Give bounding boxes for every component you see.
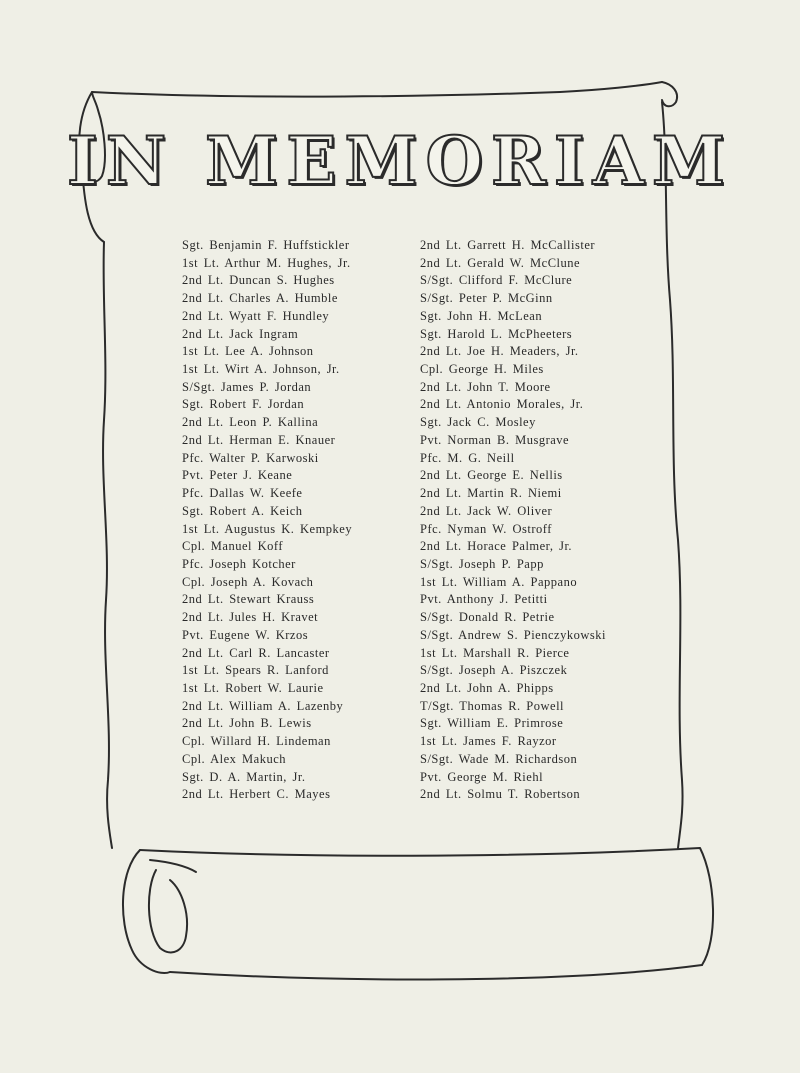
memorial-name: 1st Lt. James F. Rayzor bbox=[420, 734, 557, 749]
memorial-name: 2nd Lt. Garrett H. McCallister bbox=[420, 238, 596, 252]
memorial-name: 2nd Lt. Antonio Morales, Jr. bbox=[420, 397, 584, 412]
memorial-name: 2nd Lt. Duncan S. Hughes bbox=[182, 273, 335, 288]
scroll-top-edge bbox=[92, 82, 662, 97]
scroll-top-right-curl bbox=[662, 82, 677, 106]
memorial-name: S/Sgt. Donald R. Petrie bbox=[420, 610, 555, 625]
memorial-name: 2nd Lt. John T. Moore bbox=[420, 379, 551, 394]
scroll-right-edge bbox=[662, 102, 683, 848]
scroll-left-edge bbox=[103, 242, 112, 848]
memorial-name: 1st Lt. Lee A. Johnson bbox=[182, 344, 314, 359]
memorial-name: S/Sgt. Wade M. Richardson bbox=[420, 751, 578, 766]
memorial-name: Pfc. Walter P. Karwoski bbox=[182, 450, 319, 465]
memorial-name: 2nd Lt. Charles A. Humble bbox=[182, 291, 338, 306]
memorial-name: Pvt. Norman B. Musgrave bbox=[420, 432, 570, 447]
memorial-name: Pfc. Nyman W. Ostroff bbox=[420, 521, 552, 536]
memorial-name: 2nd Lt. Martin R. Niemi bbox=[420, 486, 562, 501]
memorial-name: Pvt. Peter J. Keane bbox=[182, 468, 293, 483]
memorial-name: Sgt. Harold L. McPheeters bbox=[420, 326, 573, 341]
memorial-name: Sgt. Benjamin F. Huffstickler bbox=[182, 238, 350, 252]
memorial-name: S/Sgt. Andrew S. Pienczykowski bbox=[420, 627, 606, 642]
memorial-name: 2nd Lt. Joe H. Meaders, Jr. bbox=[420, 344, 579, 359]
memorial-name: 2nd Lt. John A. Phipps bbox=[420, 680, 554, 695]
memorial-name: Cpl. Willard H. Lindeman bbox=[182, 734, 331, 749]
memorial-name: 2nd Lt. Stewart Krauss bbox=[182, 592, 315, 607]
memorial-name: Cpl. George H. Miles bbox=[420, 362, 544, 377]
memorial-list-left bbox=[182, 237, 352, 804]
memorial-name: Cpl. Manuel Koff bbox=[182, 539, 283, 554]
memorial-name: S/Sgt. Joseph P. Papp bbox=[420, 556, 544, 571]
memorial-name: S/Sgt. Peter P. McGinn bbox=[420, 291, 553, 306]
scroll-bottom-roll bbox=[123, 850, 170, 973]
memorial-name: 1st Lt. Spears R. Lanford bbox=[182, 663, 329, 678]
memorial-name: 1st Lt. Robert W. Laurie bbox=[182, 680, 324, 695]
memorial-name: 1st Lt. Augustus K. Kempkey bbox=[182, 521, 353, 536]
scroll-bottom-roll-inner bbox=[149, 870, 187, 952]
memorial-name: 2nd Lt. George E. Nellis bbox=[420, 468, 563, 483]
memorial-name: Cpl. Joseph A. Kovach bbox=[182, 574, 314, 589]
memorial-name: 2nd Lt. Leon P. Kallina bbox=[182, 415, 319, 430]
memorial-name: 2nd Lt. Jack Ingram bbox=[182, 326, 299, 341]
memorial-name: Pfc. Joseph Kotcher bbox=[182, 556, 296, 571]
memorial-name: 2nd Lt. William A. Lazenby bbox=[182, 698, 344, 713]
memorial-name: Sgt. D. A. Martin, Jr. bbox=[182, 769, 306, 784]
memorial-name: S/Sgt. Clifford F. McClure bbox=[420, 273, 573, 288]
memorial-name: S/Sgt. James P. Jordan bbox=[182, 379, 312, 394]
memorial-name: 2nd Lt. Solmu T. Robertson bbox=[420, 787, 581, 802]
memorial-name: Sgt. John H. McLean bbox=[420, 308, 543, 323]
memorial-name: Pfc. M. G. Neill bbox=[420, 450, 515, 465]
memorial-name: S/Sgt. Joseph A. Piszczek bbox=[420, 663, 568, 678]
memorial-name: 2nd Lt. Horace Palmer, Jr. bbox=[420, 539, 573, 554]
memorial-list-right bbox=[420, 237, 606, 804]
memorial-name: 2nd Lt. Herbert C. Mayes bbox=[182, 787, 331, 802]
memorial-name: Sgt. Robert A. Keich bbox=[182, 503, 303, 518]
memorial-name: 2nd Lt. John B. Lewis bbox=[182, 716, 312, 731]
memorial-name: 2nd Lt. Jack W. Oliver bbox=[420, 503, 553, 518]
memorial-name: 1st Lt. Marshall R. Pierce bbox=[420, 645, 570, 660]
memorial-name: Sgt. William E. Primrose bbox=[420, 716, 564, 731]
memorial-name: Pvt. George M. Riehl bbox=[420, 769, 544, 784]
memorial-name: 2nd Lt. Jules H. Kravet bbox=[182, 610, 319, 625]
memorial-name: 2nd Lt. Wyatt F. Hundley bbox=[182, 308, 330, 323]
memorial-name: 1st Lt. Wirt A. Johnson, Jr. bbox=[182, 362, 340, 377]
memorial-name: Pfc. Dallas W. Keefe bbox=[182, 486, 303, 501]
memorial-name: Pvt. Anthony J. Petitti bbox=[420, 592, 548, 607]
memorial-name: 2nd Lt. Gerald W. McClune bbox=[420, 255, 581, 270]
memorial-name: Cpl. Alex Makuch bbox=[182, 751, 287, 766]
memorial-name: Sgt. Jack C. Mosley bbox=[420, 415, 536, 430]
page-title: IN MEMORIAM bbox=[66, 122, 734, 200]
memorial-name: 2nd Lt. Herman E. Knauer bbox=[182, 432, 336, 447]
memorial-name: Sgt. Robert F. Jordan bbox=[182, 397, 305, 412]
memorial-name: Pvt. Eugene W. Krzos bbox=[182, 627, 309, 642]
memorial-name: 1st Lt. Arthur M. Hughes, Jr. bbox=[182, 255, 351, 270]
memorial-name: 2nd Lt. Carl R. Lancaster bbox=[182, 645, 330, 660]
memorial-name: T/Sgt. Thomas R. Powell bbox=[420, 698, 565, 713]
memorial-name: 1st Lt. William A. Pappano bbox=[420, 574, 578, 589]
